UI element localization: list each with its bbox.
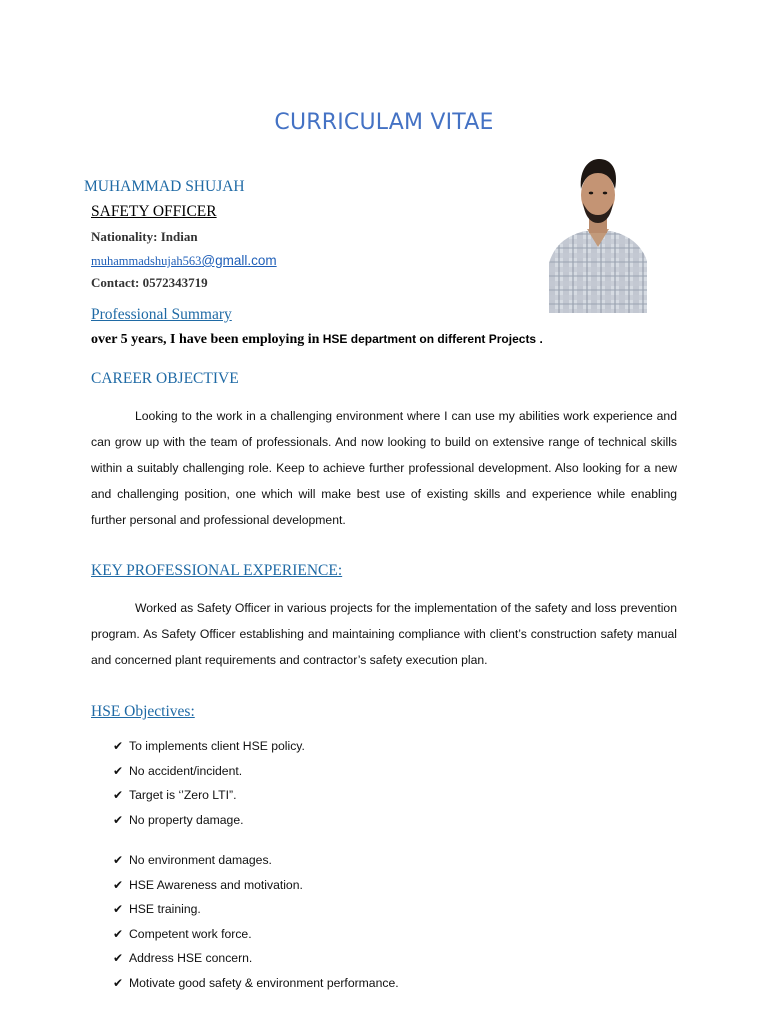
portrait-image <box>549 155 647 313</box>
professional-summary-heading: Professional Summary <box>91 306 232 323</box>
checkmark-icon: ✔ <box>113 788 124 802</box>
email-domain: @gmall.com <box>201 253 277 268</box>
hse-objectives-list-2 <box>113 848 399 995</box>
career-objective-paragraph <box>91 403 677 533</box>
checkmark-icon: ✔ <box>113 739 124 753</box>
list-item: ✔ HSE Awareness and motivation. <box>113 873 399 898</box>
checkmark-icon: ✔ <box>113 951 124 965</box>
hse-objectives-heading: HSE Objectives: <box>91 703 195 720</box>
checkmark-icon: ✔ <box>113 877 124 892</box>
list-item: ✔ Motivate good safety & environment performance. <box>113 971 399 996</box>
list-item: ✔ No accident/incident. <box>113 759 305 784</box>
list-item: ✔ To implements client HSE policy. <box>113 734 305 759</box>
document-title: CURRICULAM VITAE <box>274 110 494 135</box>
contact-number: Contact: 0572343719 <box>91 275 208 290</box>
list-item: ✔ No environment damages. <box>113 848 399 873</box>
candidate-role: SAFETY OFFICER <box>91 203 217 220</box>
key-experience-paragraph <box>91 595 677 673</box>
list-item: ✔ Address HSE concern. <box>113 946 399 971</box>
career-objective-heading: CAREER OBJECTIVE <box>91 370 239 387</box>
list-item: ✔ Target is ‘’Zero LTI”. <box>113 783 305 808</box>
checkmark-icon: ✔ <box>113 975 124 990</box>
hse-objectives-list-1 <box>113 734 305 832</box>
key-experience-text: Worked as Safety Officer in various projects for the implementation of the safety and loss prevention program. As Safety Officer establishing and maintaining compliance with client’s construction safety manual and concerned plant requirements and contractor’s safety execution plan. <box>91 601 677 667</box>
key-experience-heading: KEY PROFESSIONAL EXPERIENCE: <box>91 562 343 579</box>
checkmark-icon: ✔ <box>113 812 124 827</box>
professional-summary-text <box>91 332 543 348</box>
list-item: ✔ HSE training. <box>113 897 399 922</box>
summary-small: HSE department on different Projects . <box>319 332 543 346</box>
email-link[interactable] <box>91 252 277 270</box>
nationality: Nationality: Indian <box>91 229 198 244</box>
checkmark-icon: ✔ <box>113 763 124 778</box>
summary-main: over 5 years, I have been employing in <box>91 332 320 347</box>
list-item: ✔ Competent work force. <box>113 922 399 947</box>
email-user: muhammadshujah563 <box>91 254 202 268</box>
candidate-name: MUHAMMAD SHUJAH <box>84 178 245 195</box>
checkmark-icon: ✔ <box>113 902 124 916</box>
profile-photo <box>549 155 647 313</box>
checkmark-icon: ✔ <box>113 926 124 941</box>
checkmark-icon: ✔ <box>113 853 124 867</box>
career-objective-text: Looking to the work in a challenging environment where I can use my abilities work experience and can grow up with the team of professionals. And now looking to build on extensive range of technical skills within a suitably challenging role. Keep to achieve further professional development. Also looking for a new and challenging position, one which will make best use of existing skills and experience while enabling further personal and professional development. <box>91 409 677 527</box>
list-item: ✔ No property damage. <box>113 808 305 833</box>
